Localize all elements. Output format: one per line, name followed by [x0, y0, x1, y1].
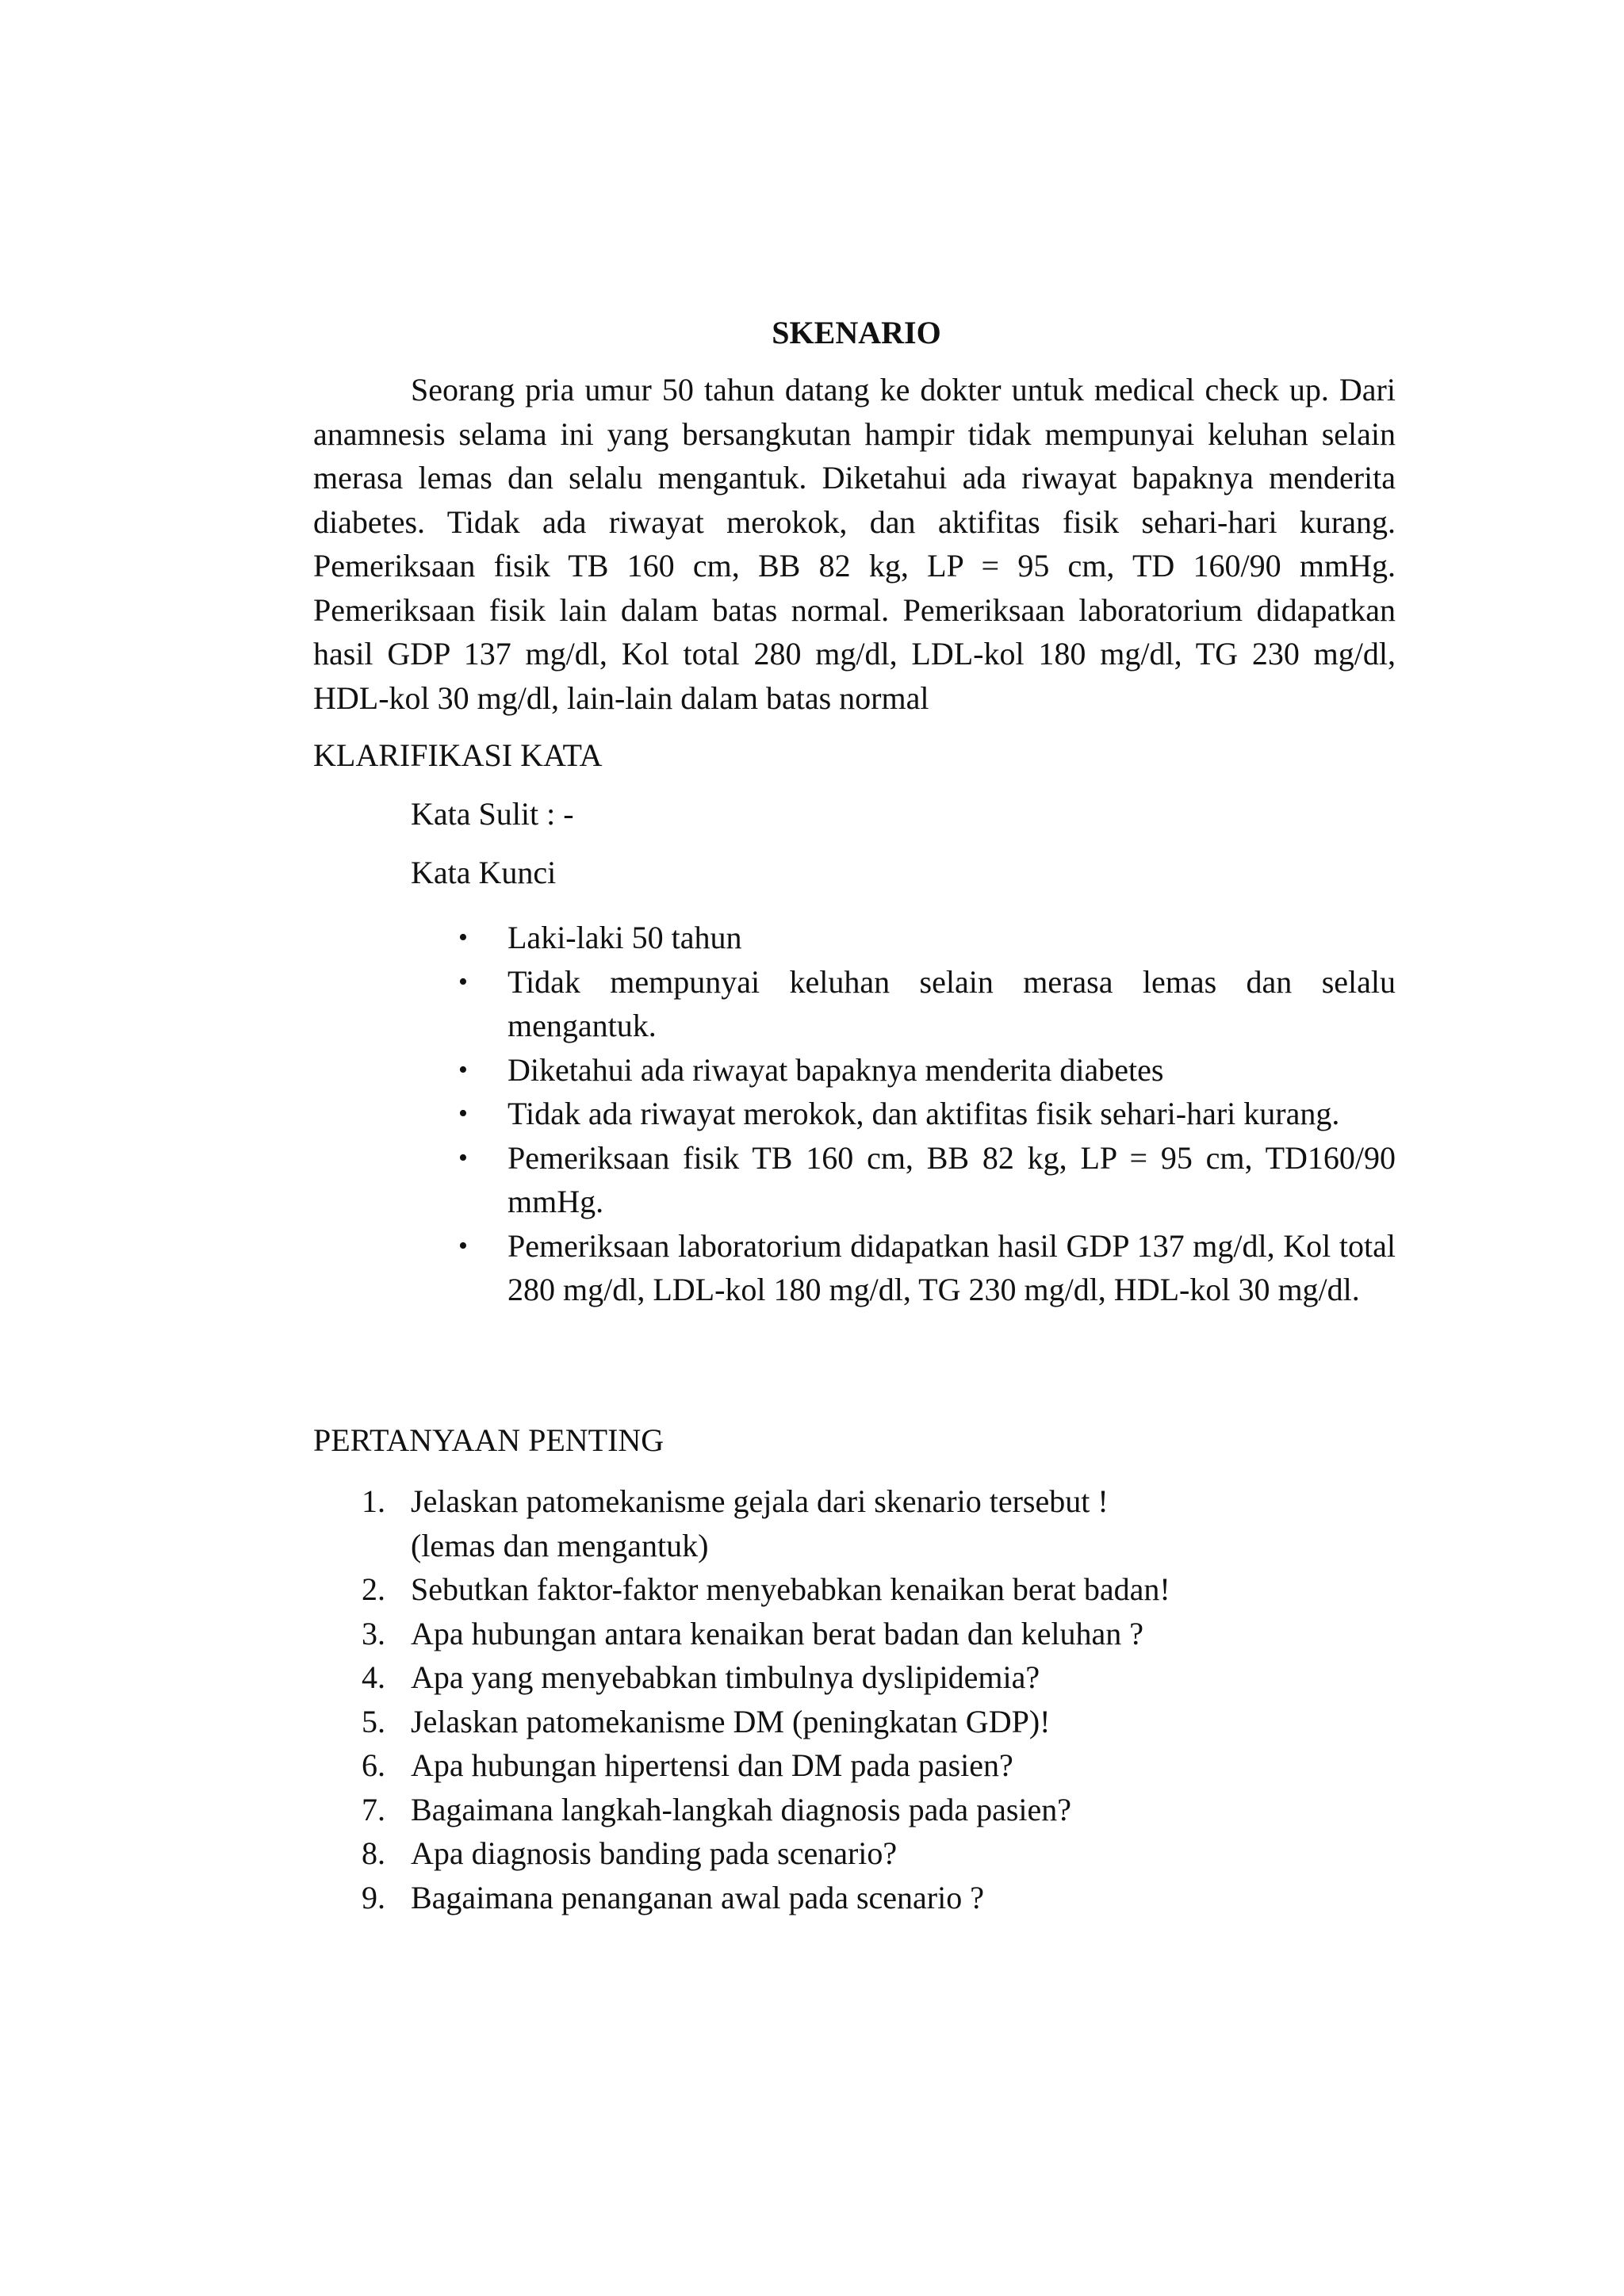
question-item — [362, 1788, 1394, 1832]
list-item — [458, 1136, 1396, 1224]
question-number: 1. — [362, 1483, 385, 1519]
list-item — [458, 1224, 1396, 1312]
bullet-icon: • — [458, 923, 468, 952]
question-number: 4. — [362, 1659, 385, 1695]
question-number: 2. — [362, 1571, 385, 1607]
question-number: 9. — [362, 1879, 385, 1915]
kata-kunci-label: Kata Kunci — [411, 855, 557, 890]
kata-sulit-label: Kata Sulit : - — [411, 796, 574, 832]
bullet-icon: • — [458, 1230, 468, 1261]
question-text: Apa yang menyebabkan timbulnya dyslipidemia? — [411, 1659, 1040, 1695]
list-item — [458, 1048, 1396, 1093]
question-item — [362, 1567, 1394, 1612]
question-text: Bagaimana penanganan awal pada scenario ? — [411, 1879, 984, 1915]
question-text-continuation: (lemas dan mengantuk) — [411, 1527, 709, 1563]
question-number: 6. — [362, 1747, 385, 1783]
question-text: Sebutkan faktor-faktor menyebabkan kenaikan berat badan! — [411, 1571, 1170, 1607]
question-text: Jelaskan patomekanisme gejala dari skenario tersebut ! — [411, 1483, 1109, 1519]
question-number: 8. — [362, 1835, 385, 1871]
scenario-paragraph: Seorang pria umur 50 tahun datang ke dokter untuk medical check up. Dari anamnesis selama ini yang bersangkutan hampir tidak mempunyai keluhan selain merasa lemas dan selalu mengantuk. Diketahui ada riwayat bapaknya menderita diabetes. Tidak ada riwayat merokok, dan aktifitas fisik sehari-hari kurang. Pemeriksaan fisik TB 160 cm, BB 82 kg, LP = 95 cm, TD 160/90 mmHg. Pemeriksaan fisik lain dalam batas normal. Pemeriksaan laboratorium didapatkan hasil GDP 137 mg/dl, Kol total 280 mg/dl, LDL-kol 180 mg/dl, TG 230 mg/dl, HDL-kol 30 mg/dl, lain-lain dalam batas normal — [313, 372, 1396, 716]
list-item-text: Tidak ada riwayat merokok, dan aktifitas fisik sehari-hari kurang. — [508, 1096, 1340, 1131]
bullet-icon: • — [458, 1142, 468, 1173]
question-item — [362, 1876, 1394, 1920]
pertanyaan-heading: PERTANYAAN PENTING — [313, 1422, 665, 1458]
question-item — [362, 1655, 1394, 1700]
question-text: Apa hubungan hipertensi dan DM pada pasien? — [411, 1747, 1013, 1783]
klarifikasi-heading: KLARIFIKASI KATA — [313, 737, 603, 773]
bullet-icon: • — [458, 1099, 468, 1128]
question-number: 7. — [362, 1791, 385, 1827]
list-item-text: Tidak mempunyai keluhan selain merasa lemas dan selalu mengantuk. — [508, 963, 1396, 1043]
list-item-text: Diketahui ada riwayat bapaknya menderita diabetes — [508, 1051, 1164, 1088]
question-text: Jelaskan patomekanisme DM (peningkatan GDP)! — [411, 1703, 1051, 1739]
bullet-icon: • — [458, 1054, 468, 1085]
list-item-text: Pemeriksaan fisik TB 160 cm, BB 82 kg, LP = 95 cm, TD160/90 mmHg. — [508, 1139, 1396, 1219]
list-item-text: Pemeriksaan laboratorium didapatkan hasil GDP 137 mg/dl, Kol total 280 mg/dl, LDL-kol 180 mg/dl, TG 230 mg/dl, HDL-kol 30 mg/dl. — [508, 1227, 1396, 1307]
question-text: Apa hubungan antara kenaikan berat badan dan keluhan ? — [411, 1615, 1144, 1651]
list-item — [458, 916, 1396, 960]
pertanyaan-list — [362, 1479, 1394, 1919]
question-text: Apa diagnosis banding pada scenario? — [411, 1835, 898, 1871]
question-item — [362, 1743, 1394, 1788]
question-item — [362, 1831, 1394, 1876]
bullet-icon: • — [458, 966, 468, 997]
list-item-text: Laki-laki 50 tahun — [508, 920, 742, 955]
question-item — [362, 1612, 1394, 1656]
question-item — [362, 1700, 1394, 1744]
list-item — [458, 1092, 1396, 1136]
page-title: SKENARIO — [772, 315, 941, 350]
question-item — [362, 1479, 1394, 1567]
list-item — [458, 960, 1396, 1048]
kata-kunci-list — [458, 916, 1396, 1312]
question-number: 3. — [362, 1615, 385, 1651]
question-number: 5. — [362, 1703, 385, 1739]
question-text: Bagaimana langkah-langkah diagnosis pada pasien? — [411, 1791, 1072, 1827]
